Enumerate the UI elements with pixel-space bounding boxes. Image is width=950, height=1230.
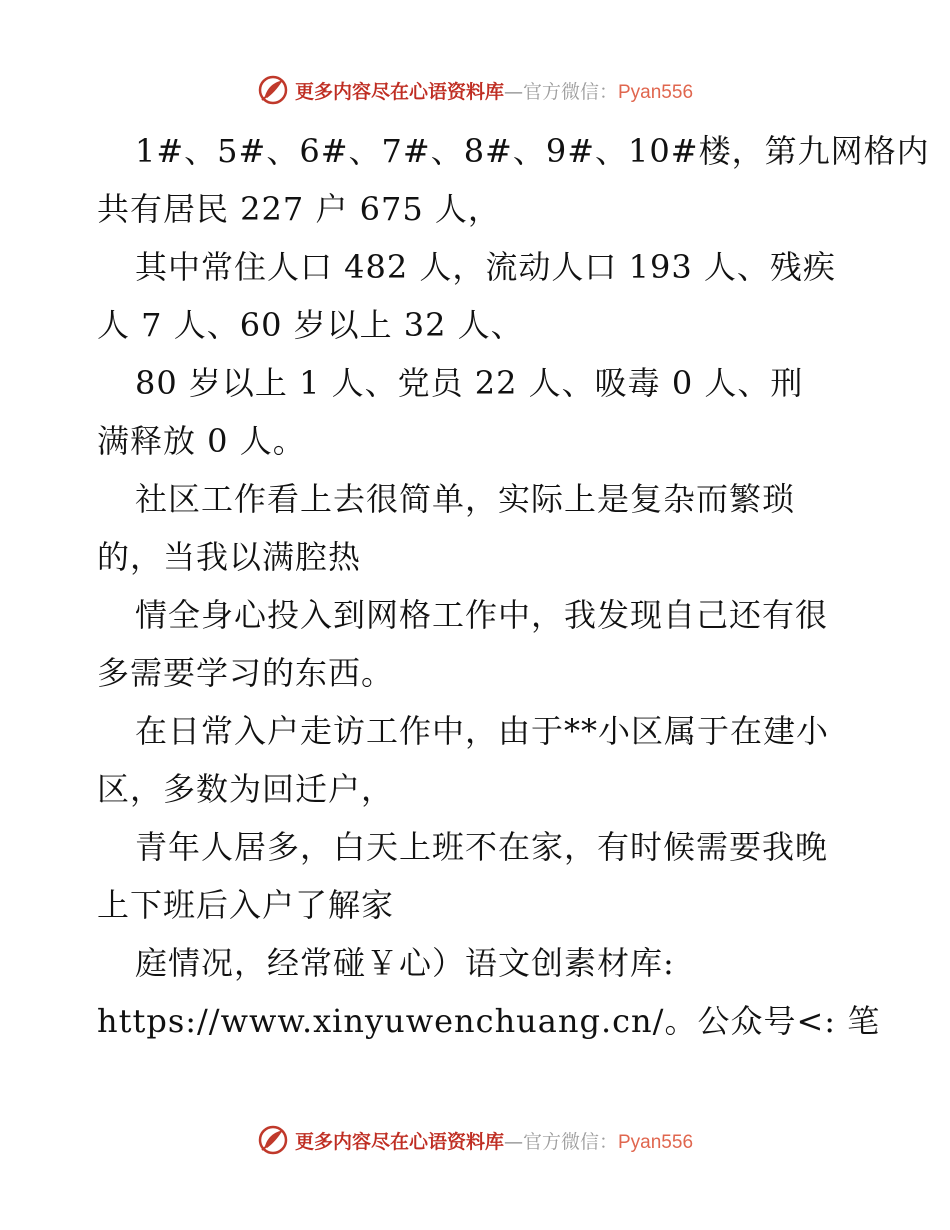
brand-logo-icon bbox=[257, 74, 289, 106]
text-line: 社区工作看上去很简单，实际上是复杂而繁琐 bbox=[135, 480, 796, 518]
text-line: 人 7 人、60 岁以上 32 人、 bbox=[97, 306, 524, 344]
text-line: 在日常入户走访工作中，由于**小区属于在建小 bbox=[135, 712, 830, 750]
text-line: 共有居民 227 户 675 人， bbox=[97, 190, 501, 228]
footer-label: 官方微信： bbox=[522, 1130, 618, 1153]
header-brand: 更多内容尽在心语资料库 bbox=[294, 80, 504, 103]
text-line: 其中常住人口 482 人，流动人口 193 人、残疾 bbox=[135, 248, 836, 286]
text-line: 多需要学习的东西。 bbox=[97, 654, 395, 692]
brand-logo-icon bbox=[257, 1124, 289, 1156]
text-line: 庭情况，经常碰￥心）语文创素材库: bbox=[135, 944, 675, 982]
header-wechat-id: Pyan556 bbox=[618, 81, 694, 103]
header-dash: — bbox=[503, 80, 523, 103]
text-line: 满释放 0 人。 bbox=[97, 422, 306, 460]
text-line: 1#、5#、6#、7#、8#、9#、10#楼，第九网格内 bbox=[135, 132, 930, 170]
footer-watermark-text bbox=[295, 1127, 693, 1154]
footer-watermark bbox=[0, 1122, 950, 1158]
footer-dash: — bbox=[503, 1130, 523, 1153]
header-watermark-text bbox=[295, 77, 693, 104]
text-line: 区，多数为回迁户， bbox=[97, 770, 395, 808]
text-line: 的，当我以满腔热 bbox=[97, 538, 362, 576]
text-line: 青年人居多，白天上班不在家，有时候需要我晚 bbox=[135, 828, 829, 866]
footer-wechat-id: Pyan556 bbox=[618, 1131, 694, 1153]
footer-brand: 更多内容尽在心语资料库 bbox=[294, 1130, 504, 1153]
text-line: https://www.xinyuwenchuang.cn/。公众号<: 笔 bbox=[97, 1002, 881, 1040]
header-label: 官方微信： bbox=[522, 80, 618, 103]
text-line: 上下班后入户了解家 bbox=[97, 886, 395, 924]
text-line: 情全身心投入到网格工作中，我发现自己还有很 bbox=[135, 596, 829, 634]
header-watermark bbox=[0, 72, 950, 108]
document-body bbox=[97, 122, 930, 1050]
text-line: 80 岁以上 1 人、党员 22 人、吸毒 0 人、刑 bbox=[135, 364, 804, 402]
